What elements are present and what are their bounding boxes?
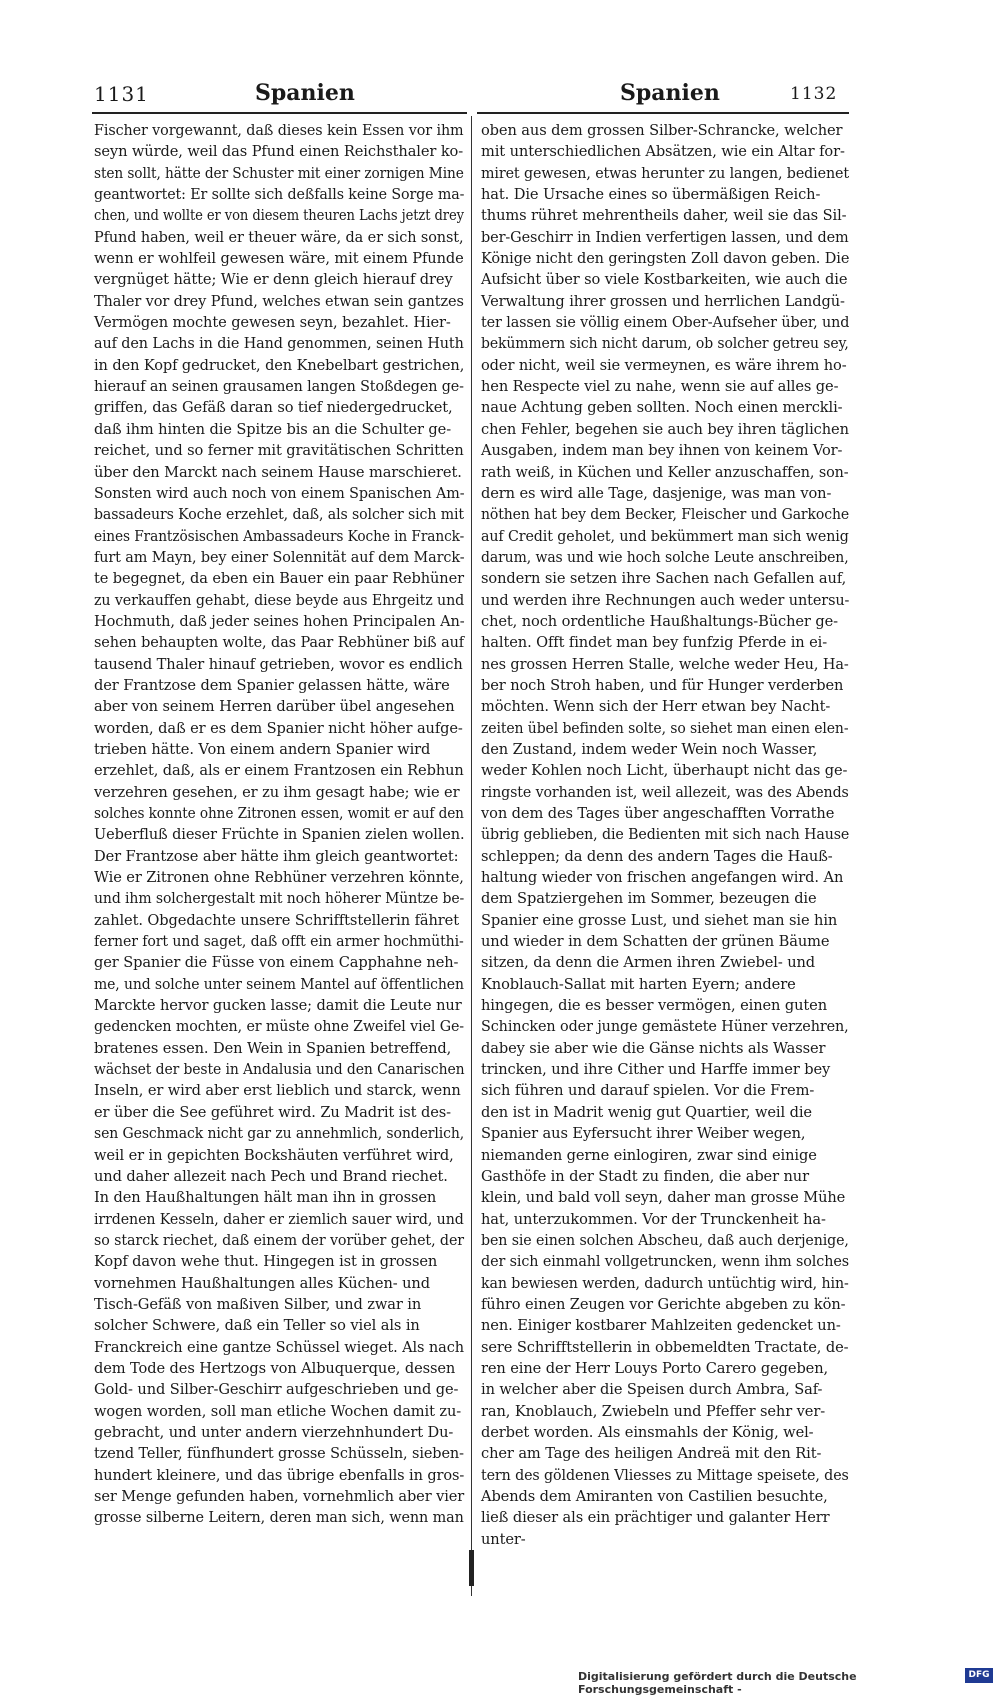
text-line: Ueberfluß dieser Früchte in Spanien zielen wollen. [94,826,465,844]
text-line: trincken, und ihre Cither und Harffe immer bey [481,1061,831,1079]
text-line: Inseln, er wird aber erst lieblich und starck, wenn [94,1082,461,1100]
text-line: der Frantzose dem Spanier gelassen hätte, wäre [94,676,450,694]
text-line: Vermögen mochte gewesen seyn, bezahlet. Hier- [94,314,451,332]
text-line: Pfund haben, weil er theuer wäre, da er sich sonst, [94,228,464,246]
text-line: auf Credit geholet, und bekümmert man sich wenig [481,527,849,545]
text-line: sich führen und darauf spielen. Vor die Frem- [481,1082,815,1100]
text-line: Kopf davon wehe thut. Hingegen ist in grossen [94,1253,438,1271]
text-line: auf den Lachs in die Hand genommen, seinen Huth [94,335,464,353]
text-line: ber-Geschirr in Indien verfertigen lassen, und dem [481,228,849,246]
text-line: dern es wird alle Tage, dasjenige, was man von- [481,484,832,502]
text-line: bratenes essen. Den Wein in Spanien betreffend, [94,1039,452,1057]
text-line: ren eine der Herr Louys Porto Carero gegeben, [481,1359,829,1377]
text-line: übrig geblieben, die Bedienten mit sich nach Hause [481,826,850,844]
text-line: Hochmuth, daß jeder seines hohen Principalen An- [94,612,465,630]
page-number-right: 1132 [790,84,838,104]
text-line: vornehmen Haußhaltungen alles Küchen- und [94,1274,430,1292]
text-line: und daher allezeit nach Pech und Brand riechet. [94,1167,448,1185]
text-line: klein, und bald voll seyn, daher man grosse Mühe [481,1189,846,1207]
text-line: Aufsicht über so viele Kostbarkeiten, wie auch die [481,271,848,289]
text-line: nöthen hat bey dem Becker, Fleischer und Garkoche [481,506,850,524]
header-rule-right [477,112,849,114]
text-line: ringste vorhanden ist, weil allezeit, was des Abends [481,783,849,801]
text-line: Knoblauch-Sallat mit harten Eyern; andere [481,975,796,993]
text-column-left [94,120,464,1529]
text-line: hat. Die Ursache eines so übermäßigen Reich- [481,186,821,204]
header-rule-left [92,112,467,114]
text-line: reichet, und so ferner mit gravitätischen Schritten [94,442,464,460]
text-line: seyn würde, weil das Pfund einen Reichsthaler ko- [94,143,464,161]
text-line: ließ dieser als ein prächtiger und galanter Herr [481,1509,830,1527]
text-line: sere Schrifftstellerin in obbemeldten Tractate, de- [481,1338,849,1356]
text-line: irrdenen Kesseln, daher er ziemlich sauer wird, und [94,1210,464,1228]
page-number-left: 1131 [94,82,149,106]
text-line: hat, unterzukommen. Vor der Trunckenheit ha- [481,1210,826,1228]
digitization-credit: Digitalisierung gefördert durch die Deutsche Forschungsgemeinschaft - [578,1670,857,1696]
text-line: haltung wieder von frischen angefangen wird. An [481,869,844,887]
text-line: darum, was und wie hoch solche Leute anschreiben, [481,548,849,566]
page-header [0,80,1000,110]
text-line: nes grossen Herren Stalle, welche weder Heu, Ha- [481,655,849,673]
text-line: oder nicht, weil sie vermeynen, es wäre ihrem ho- [481,356,847,374]
text-line: vergnüget hätte; Wie er denn gleich hierauf drey [94,271,453,289]
text-line: Könige nicht den geringsten Zoll davon geben. Die [481,250,850,268]
text-line: sehen behaupten wolte, das Paar Rebhüner biß auf [94,634,465,652]
text-line: verzehren gesehen, er zu ihm gesagt habe; wie er [94,783,460,801]
text-line: chet, noch ordentliche Haußhaltungs-Bücher ge- [481,612,838,630]
text-line: geantwortet: Er sollte sich deßfalls keine Sorge ma- [94,186,465,204]
text-line: nen. Einiger kostbarer Mahlzeiten gedencket un- [481,1317,841,1335]
text-line: gebracht, und unter andern vierzehnhundert Du- [94,1423,454,1441]
text-line: trieben hätte. Von einem andern Spanier wird [94,740,431,758]
text-line: naue Achtung geben sollten. Noch einen merckli- [481,399,843,417]
text-line: bassadeurs Koche erzehlet, daß, als solcher sich mit [94,506,464,524]
text-line: möchten. Wenn sich der Herr etwan bey Nacht- [481,698,831,716]
text-line: er über die See geführet wird. Zu Madrit ist des- [94,1103,451,1121]
text-line: derbet worden. Als einsmahls der König, wel- [481,1423,814,1441]
text-line: wenn er wohlfeil gewesen wäre, mit einem Pfunde [94,250,464,268]
text-line: te begegnet, da eben ein Bauer ein paar Rebhüner [94,570,464,588]
text-line: ben sie einen solchen Abscheu, daß auch derjenige, [481,1231,849,1249]
text-line: wächset der beste in Andalusia und den Canarischen [94,1061,465,1079]
text-line: weil er in gepichten Bockshäuten verführet wird, [94,1146,454,1164]
text-line: chen Fehler, begehen sie auch bey ihren täglichen [481,420,849,438]
text-line: Fischer vorgewannt, daß dieses kein Essen vor ihm [94,122,464,139]
text-line: und werden ihre Rechnungen auch weder untersu- [481,591,850,609]
dfg-logo: DFG [965,1668,993,1683]
text-line: daß ihm hinten die Spitze bis an die Schulter ge- [94,420,452,438]
text-line: Der Frantzose aber hätte ihm gleich geantwortet: [94,847,459,865]
text-line: Ausgaben, indem man bey ihnen von keinem Vor- [481,442,843,460]
text-line: schleppen; da denn des andern Tages die Hauß- [481,847,833,865]
text-line: furt am Mayn, bey einer Solennität auf dem Marck- [94,548,465,566]
text-line: griffen, das Gefäß daran so tief niedergedrucket, [94,399,453,417]
text-line: so starck riechet, daß einem der vorüber gehet, der [94,1231,464,1249]
text-line: erzehlet, daß, als er einem Frantzosen ein Rebhun [94,762,464,780]
text-line: dabey sie aber wie die Gänse nichts als Wasser [481,1039,826,1057]
text-line: ger Spanier die Füsse von einem Capphahne neh- [94,954,459,972]
text-line: Marckte hervor gucken lasse; damit die Leute nur [94,997,462,1015]
text-line: zahlet. Obgedachte unsere Schrifftstellerin fähret [94,911,459,929]
text-line: Spanier eine grosse Lust, und siehet man sie hin [481,911,838,929]
text-line: tern des göldenen Vliesses zu Mittage speisete, des [481,1466,849,1484]
column-divider [471,116,472,1596]
text-line: den Zustand, indem weder Wein noch Wasser, [481,740,818,758]
text-line: der sich einmahl vollgetruncken, wenn ihm solches [481,1253,849,1271]
text-line: gedencken mochten, er müste ohne Zweifel viel Ge- [94,1018,464,1036]
text-line: wogen worden, soll man etliche Wochen damit zu- [94,1402,462,1420]
text-line: Sonsten wird auch noch von einem Spanischen Am- [94,484,465,502]
text-line: dem Spatziergehen im Sommer, bezeugen die [481,890,817,908]
running-title-right: Spanien [620,80,720,106]
text-line: sten sollt, hätte der Schuster mit einer zornigen Mine [94,164,464,182]
text-line: hingegen, die es besser vermögen, einen guten [481,997,828,1015]
text-line: sitzen, da denn die Armen ihren Zwiebel- und [481,954,816,972]
text-line: ser Menge gefunden haben, vornehmlich aber vier [94,1488,465,1505]
column-divider-mark [469,1550,474,1586]
text-line: aber von seinem Herren darüber übel angesehen [94,698,455,716]
text-line: Franckreich eine gantze Schüssel wieget. Als nach [94,1338,465,1356]
text-line: ter lassen sie völlig einem Ober-Aufseher über, und [481,314,850,332]
text-line: Verwaltung ihrer grossen und herrlichen Landgü- [481,292,845,310]
text-line: zu verkauffen gehabt, diese beyde aus Ehrgeitz und [94,591,465,609]
text-line: Gold- und Silber-Geschirr aufgeschrieben und ge- [94,1381,459,1399]
text-line: grosse silberne Leitern, deren man sich, wenn man [94,1509,464,1527]
text-line: chen, und wollte er von diesem theuren Lachs jetzt drey [94,207,464,225]
text-line: hundert kleinere, und das übrige ebenfalls in gros- [94,1466,465,1484]
text-line: thums rühret mehrentheils daher, weil sie das Sil- [481,207,847,225]
text-line: den ist in Madrit wenig gut Quartier, weil die [481,1103,812,1121]
text-line: solcher Schwere, daß ein Teller so viel als in [94,1317,420,1335]
text-line: mit unterschiedlichen Absätzen, wie ein Altar for- [481,143,845,161]
text-line: solches konnte ohne Zitronen essen, womit er auf den [94,805,464,822]
text-line: Abends dem Amiranten von Castilien besuchte, [481,1488,828,1505]
text-line: Thaler vor drey Pfund, welches etwan sein gantzes [94,292,464,310]
text-line: Tisch-Gefäß von maßiven Silber, und zwar in [94,1295,422,1313]
text-line: hen Respecte viel zu nahe, wenn sie auf alles ge- [481,378,839,396]
text-line: dem Tode des Hertzogs von Albuquerque, dessen [94,1359,456,1377]
text-line: hierauf an seinen grausamen langen Stoßdegen ge- [94,378,464,396]
text-line: niemanden gerne einlogiren, zwar sind einige [481,1146,817,1164]
text-line: von dem des Tages über angeschafften Vorrathe [481,805,835,822]
text-line: sondern sie setzen ihre Sachen nach Gefallen auf, [481,570,847,588]
text-line: weder Kohlen noch Licht, überhaupt nicht das ge- [481,762,848,780]
text-line: und ihm solchergestalt mit noch höherer Müntze be- [94,890,465,908]
text-line: tzend Teller, fünfhundert grosse Schüsseln, sieben- [94,1445,464,1463]
text-line: tausend Thaler hinauf getrieben, wovor es endlich [94,655,463,673]
text-line: zeiten übel befinden solte, so siehet man einen elen- [481,719,849,737]
text-line: worden, daß er es dem Spanier nicht höher aufge- [94,719,463,737]
text-line: Wie er Zitronen ohne Rebhüner verzehren könnte, [94,869,464,887]
text-line: sen Geschmack nicht gar zu annehmlich, sonderlich, [94,1125,465,1143]
text-line: miret gewesen, etwas herunter zu langen, bedienet [481,164,850,182]
text-line: rath weiß, in Küchen und Keller anzuschaffen, son- [481,463,849,481]
text-line: unter- [481,1530,526,1548]
text-line: ferner fort und saget, daß offt ein armer hochmüthi- [94,933,464,951]
text-line: bekümmern sich nicht darum, ob solcher getreu sey, [481,335,849,353]
text-line: kan bewiesen werden, dadurch untüchtig wird, hin- [481,1274,849,1292]
text-line: ran, Knoblauch, Zwiebeln und Pfeffer sehr ver- [481,1402,826,1420]
text-line: me, und solche unter seinem Mantel auf öffentlichen [94,975,464,993]
text-line: ber noch Stroh haben, und für Hunger verderben [481,676,844,694]
running-title-left: Spanien [255,80,355,106]
text-line: in den Kopf gedrucket, den Knebelbart gestrichen, [94,356,465,374]
text-line: eines Frantzösischen Ambassadeurs Koche in Franck- [94,527,465,545]
text-line: Schincken oder junge gemästete Hüner verzehren, [481,1018,849,1036]
text-column-right [481,120,849,1550]
text-line: halten. Offt findet man bey funfzig Pferde in ei- [481,634,828,652]
text-line: Gasthöfe in der Stadt zu finden, die aber nur [481,1167,809,1185]
text-line: über den Marckt nach seinem Hause marschieret. [94,463,462,481]
text-line: In den Haußhaltungen hält man ihn in grossen [94,1189,437,1207]
text-line: und wieder in dem Schatten der grünen Bäume [481,933,830,951]
text-line: oben aus dem grossen Silber-Schrancke, welcher [481,122,843,139]
text-line: Spanier aus Eyfersucht ihrer Weiber wegen, [481,1125,806,1143]
text-line: führo einen Zeugen vor Gerichte abgeben zu kön- [481,1295,846,1313]
text-line: in welcher aber die Speisen durch Ambra, Saf- [481,1381,823,1399]
text-line: cher am Tage des heiligen Andreä mit den Rit- [481,1445,822,1463]
